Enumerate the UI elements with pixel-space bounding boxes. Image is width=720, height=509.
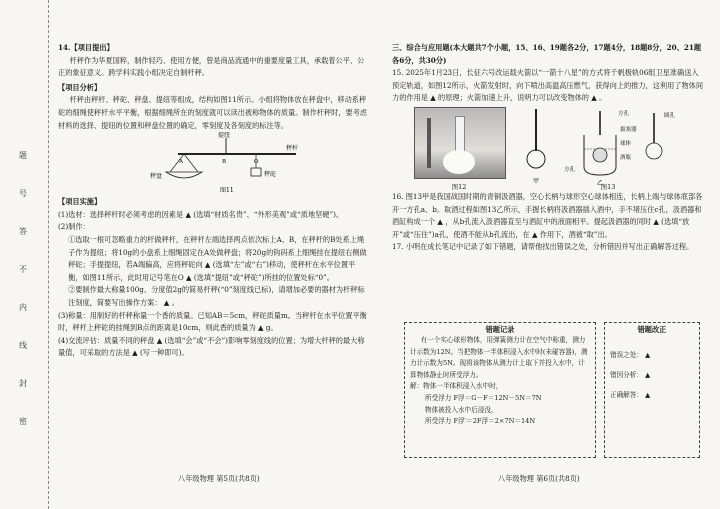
fig-label-gan: 秤杆 [286,145,299,153]
right-footer: 八年级物理 第6页(共8页) [498,474,580,483]
binding-char: 号 [19,189,27,198]
binding-char: 题 [19,151,27,160]
figures-12-13 [392,105,704,191]
section3-heading: 三、综合与应用题(本大题共7个小题，15、16、19题各2分，17题4分，18题8分，20、21题各6分，共30分) [392,43,702,65]
fig11-caption: 图11 [220,187,234,195]
q14-4: (4)交流评估：质量不同的秤盘 ▲ (选填“会”或“不会”)影响零刻度线的位置；为增大杆秤的最大称量值，可采取的方法是 ▲ (写一种即可)。 [58,335,365,358]
q14-intro: 杆秤作为华夏国粹，制作轻巧、使用方便，曾是商品流通中的重要度量工具，承载着公平、公正的象征意义。跨学科实践小组决定自制杆秤。 [58,55,365,78]
fix-where: 错误之处： ▲ [610,351,651,359]
binding-char: 封 [19,379,27,388]
fig13-tuoshui: 拔塞器 [620,126,637,133]
binding-char: 内 [19,303,27,312]
q15: 15. 2025年1月23日，长征六号改运载火箭以“一箭十八星”的方式将千帆极轨06组卫星准确送入预定轨道，如图12所示，火箭发射时，向下喷出高温高压燃气，获得向上的推力，这利用了物体间力的作用是 ▲ 的原理；火箭加速上升，说明力可以改变物体的 ▲ 。 [392,68,704,103]
fig13-qiuti: 球体 [620,140,632,147]
fig13-fangkong2: 方孔 [564,166,576,173]
left-page [58,40,368,360]
impl-heading: 【项目实施】 [58,197,102,207]
error-step-3: 物体被投入水中后浸没， [425,405,498,414]
error-step-4: 所受浮力 F浮′＝2F浮＝2×7N＝14N [425,417,536,426]
q14-title: 14.【项目提出】 [58,43,114,52]
fig13-jiuping: 酒瓶 [620,154,632,161]
fig-label-tuo: 秤砣 [264,171,277,179]
right-page [392,40,704,254]
wine-vessel-diagram [514,105,694,191]
fig-label-tini: 提纽 [218,132,231,140]
fig12-caption: 图12 [451,182,467,191]
analysis-heading: 【项目分析】 [58,82,102,92]
steelyard-diagram [58,132,368,194]
fig-label-a: A [179,159,183,166]
binding-char: 密 [19,417,27,426]
q14-2a: ①选取一根可忽略重力的杆做秤杆，在秤杆左端选择两点依次标上A、B，在秤杆的B处系上绳子作为提纽；将10g的小盘系上细绳固定在A处做秤盘；将20g的钩码系上细绳挂在提纽右侧做秤砣；手提提纽，若A端偏高，应将秤砣向 ▲ (选填“左”或“右”)移动，使秤杆在水平位置平衡，如图11所示，此时用记号笔在O ▲ (选填“提纽”或“秤砣”)所挂的位置处标“0”。 [68,234,367,282]
fig13-jia: 甲 [533,177,540,185]
binding-char: 不 [19,265,27,274]
left-footer: 八年级物理 第5页(共8页) [178,474,260,483]
error-record-box [404,322,596,458]
fix-answer: 正确解答： ▲ [610,391,651,399]
error-step-2: 所受浮力 F浮＝G－F＝12N－5N＝7N [425,393,542,402]
q17: 17. 小明在成长笔记中记录了如下错题，请帮他找出错误之处，分析错因并写出正确解答过程。 [392,242,694,252]
q14-2b: ②要制作最大称量100g、分度值2g的简易杆秤(“0”刻度线已标)，请增加必要的器材为杆秤标注刻度，简要写出操作方案： ▲ 。 [68,285,365,307]
error-record-body: 有一个实心球形物体，用弹簧测力计在空气中称重，测力计示数为12N。当把物体一半体积浸入水中时(未碰容器)，测力计示数为5N。现将该物体从测力计上取下并投入水中，计算物体静止时所受浮力。 [410,336,588,379]
binding-char: 答 [19,227,27,236]
error-step-1: 解：物体一半体积浸入水中时， [410,382,503,391]
rocket-photo [414,107,506,179]
fig13-yi: 乙 [597,179,604,187]
error-fix-title: 错题改正 [637,325,667,334]
fig13-yk: 圆孔 [664,112,676,119]
binding-char: 线 [19,341,27,350]
binding-strip [0,0,49,509]
figure-11 [58,132,368,194]
fig13-caption: 图13 [600,182,616,191]
q14-1: (1)选材：选择秤杆时必须考虑的因素是 ▲ (选填“材质名贵”、“外形美观”或“质地坚硬”)。 [58,209,344,219]
error-record-title: 错题记录 [485,325,515,334]
fig-label-b: B [222,159,227,166]
fig13-fangkong: 方孔 [618,110,630,117]
error-fix-box [604,322,700,458]
fix-cause: 错因分析： ▲ [610,371,651,379]
q14-2: (2)制作： [58,222,90,232]
fig-label-o: O [254,159,259,166]
q14-3: (3)称量：用制好的杆秤称量一个香的质量。已知AB＝5cm，秤砣质量m。当秤杆在水平位置平衡时，秤杆上秤砣的挂绳到B点的距离是10cm，则此香的质量为 ▲ g。 [58,310,367,333]
q16: 16. 图13甲是我国战国时期的青铜汲酒器，空心长柄与球形空心球体相连，长柄上端与球体底部各开一方孔a、b。取酒过程如图13乙所示，手握长柄将汲酒器插入酒中，手不堵压住c孔，汲酒器和酒缸构成一个 ▲ ，从b孔流入汲酒器直至与酒缸中的液面相平。提起汲酒器的同时 ▲ (选填“放开”或“压住”)a孔，使酒不能从b孔流出，在 ▲ 作用下，酒被“取”出。 [392,191,703,239]
fig-label-pan: 秤盘 [150,173,163,181]
analysis-text: 杆秤由秤杆、秤砣、秤盘、提纽等组成，结构如图11所示。小组将物体放在秤盘中，移动系秤砣的细绳使秤杆水平平衡，根据细绳所在的刻度就可以读出被称物体的质量。制作杆秤时，要考虑材料的选择、提纽的位置和秤盘位置的确定，零刻度及各刻度的标注等。 [58,95,368,130]
